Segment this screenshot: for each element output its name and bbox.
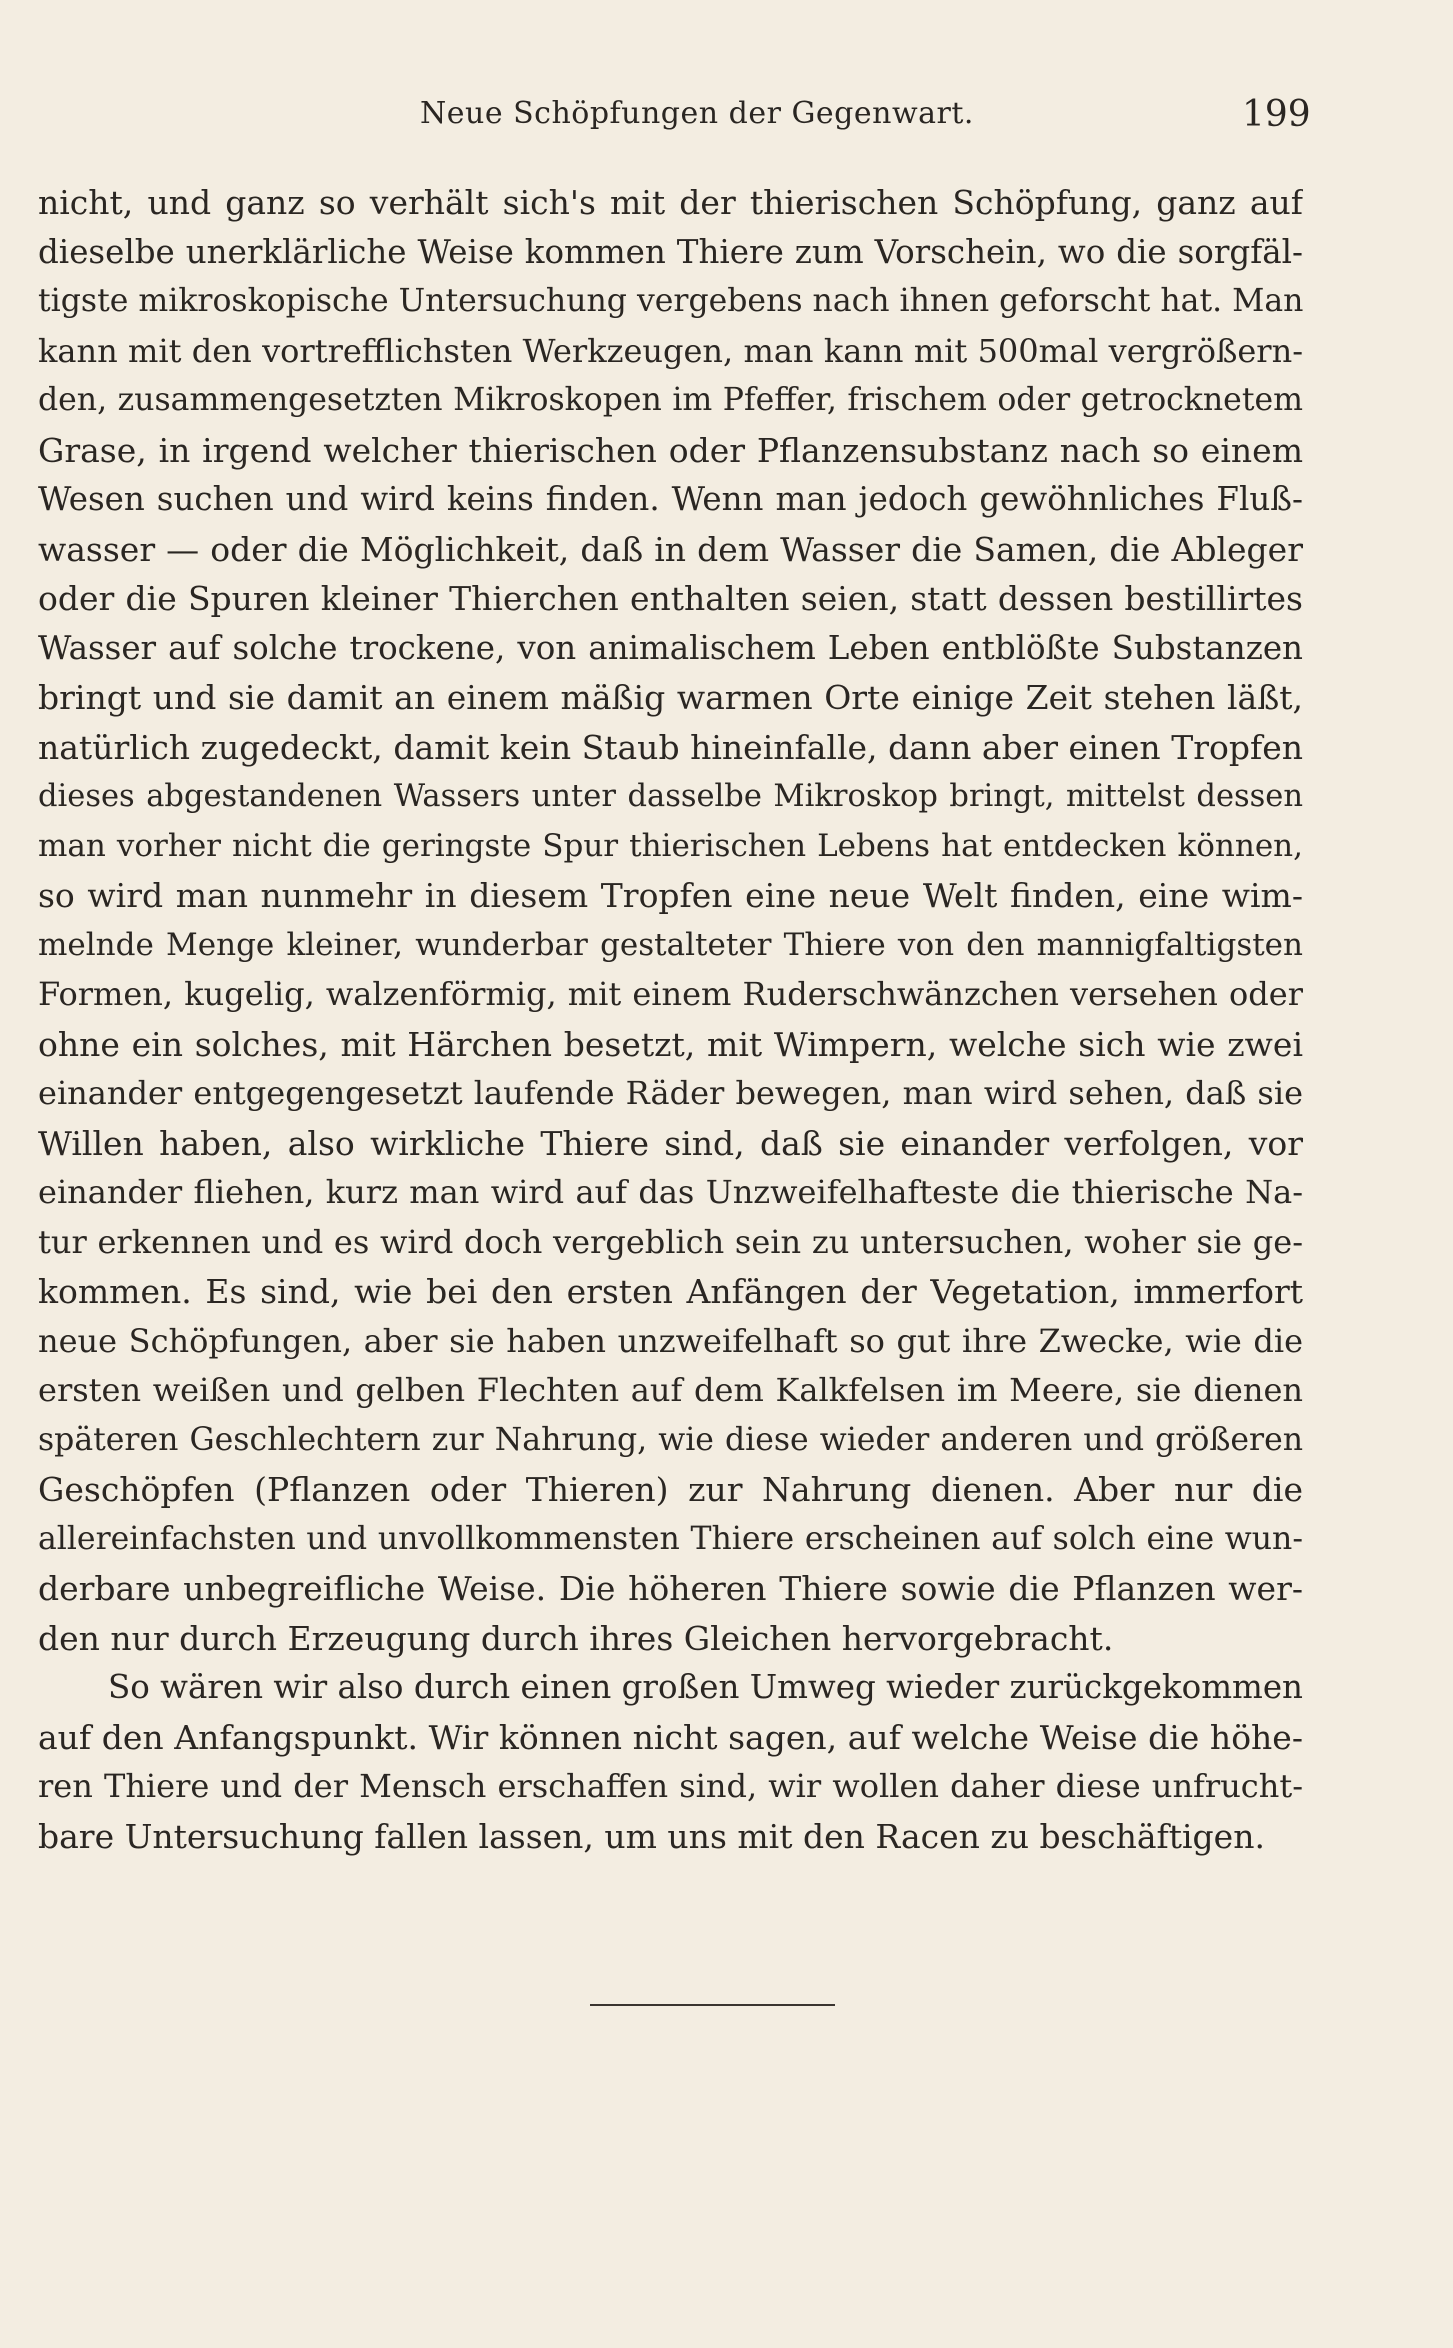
text-line: Geschöpfen (Pflanzen oder Thieren) zur Nahrung dienen. Aber nur die <box>38 1470 1303 1509</box>
text-line: späteren Geschlechtern zur Nahrung, wie diese wieder anderen und größeren <box>38 1421 1303 1458</box>
paragraph-start-line: So wären wir also durch einen großen Umweg wieder zurückgekommen <box>108 1668 1303 1706</box>
text-line: so wird man nunmehr in diesem Tropfen eine neue Welt finden, eine wim- <box>38 876 1303 915</box>
text-line: Formen, kugelig, walzenförmig, mit einem Ruderschwänzchen versehen oder <box>38 975 1303 1013</box>
text-line: man vorher nicht die geringste Spur thierischen Lebens hat entdecken können, <box>38 827 1303 864</box>
text-line: derbare unbegreifliche Weise. Die höheren Thiere sowie die Pflanzen wer- <box>38 1569 1303 1608</box>
text-line: einander entgegengesetzt laufende Räder bewegen, man wird sehen, daß sie <box>38 1074 1303 1112</box>
text-line: den, zusammengesetzten Mikroskopen im Pfeffer, frischem oder getrocknetem <box>38 382 1303 418</box>
text-line: dieselbe unerklärliche Weise kommen Thiere zum Vorschein, wo die sorgfäl- <box>38 232 1303 271</box>
text-line: dieses abgestandenen Wassers unter dasselbe Mikroskop bringt, mittelst dessen <box>38 779 1303 814</box>
text-line: Grase, in irgend welcher thierischen oder Pflanzensubstanz nach so einem <box>38 430 1303 470</box>
paragraph-end-line: bare Untersuchung fallen lassen, um uns mit den Racen zu beschäftigen. <box>38 1816 1265 1856</box>
running-title: Neue Schöpfungen der Gegenwart. <box>420 96 974 131</box>
text-line: natürlich zugedeckt, damit kein Staub hineinfalle, dann aber einen Tropfen <box>38 727 1303 767</box>
text-line: nicht, und ganz so verhält sich's mit der thierischen Schöpfung, ganz auf <box>38 183 1303 222</box>
text-line: Wesen suchen und wird keins finden. Wenn man jedoch gewöhnliches Fluß- <box>38 480 1303 518</box>
text-line: wasser — oder die Möglichkeit, daß in dem Wasser die Samen, die Ableger <box>38 529 1303 569</box>
text-line: ersten weißen und gelben Flechten auf dem Kalkfelsen im Meere, sie dienen <box>38 1371 1303 1409</box>
text-line: auf den Anfangspunkt. Wir können nicht sagen, auf welche Weise die höhe- <box>38 1717 1303 1757</box>
text-line: oder die Spuren kleiner Thierchen enthalten seien, statt dessen bestillirtes <box>38 579 1303 618</box>
text-line: ren Thiere und der Mensch erschaffen sind, wir wollen daher diese unfrucht- <box>38 1767 1303 1805</box>
text-line: kommen. Es sind, wie bei den ersten Anfängen der Vegetation, immerfort <box>38 1272 1303 1311</box>
text-line: tigste mikroskopische Untersuchung vergebens nach ihnen geforscht hat. Man <box>38 283 1303 319</box>
body-text <box>38 178 1303 1861</box>
text-line: Wasser auf solche trockene, von animalischem Leben entblößte Substanzen <box>38 628 1303 667</box>
text-line: allereinfachsten und unvollkommensten Thiere erscheinen auf solch eine wun- <box>38 1520 1303 1557</box>
text-line: ohne ein solches, mit Härchen besetzt, mit Wimpern, welche sich wie zwei <box>38 1024 1303 1064</box>
section-divider <box>590 2004 835 2006</box>
text-line: Willen haben, also wirkliche Thiere sind, daß sie einander verfolgen, vor <box>38 1123 1303 1163</box>
text-line: einander fliehen, kurz man wird auf das Unzweifelhafteste die thierische Na- <box>38 1173 1303 1211</box>
text-line: bringt und sie damit an einem mäßig warmen Orte einige Zeit stehen läßt, <box>38 678 1303 717</box>
page-number: 199 <box>1242 94 1311 135</box>
paragraph-end-line: den nur durch Erzeugung durch ihres Gleichen hervorgebracht. <box>38 1618 1114 1658</box>
text-line: kann mit den vortrefflichsten Werkzeugen, man kann mit 500mal vergrößern- <box>38 331 1303 370</box>
text-line: melnde Menge kleiner, wunderbar gestalteter Thiere von den mannigfaltigsten <box>38 926 1303 963</box>
text-line: tur erkennen und es wird doch vergeblich sein zu untersuchen, woher sie ge- <box>38 1222 1303 1261</box>
text-line: neue Schöpfungen, aber sie haben unzweifelhaft so gut ihre Zwecke, wie die <box>38 1321 1303 1360</box>
